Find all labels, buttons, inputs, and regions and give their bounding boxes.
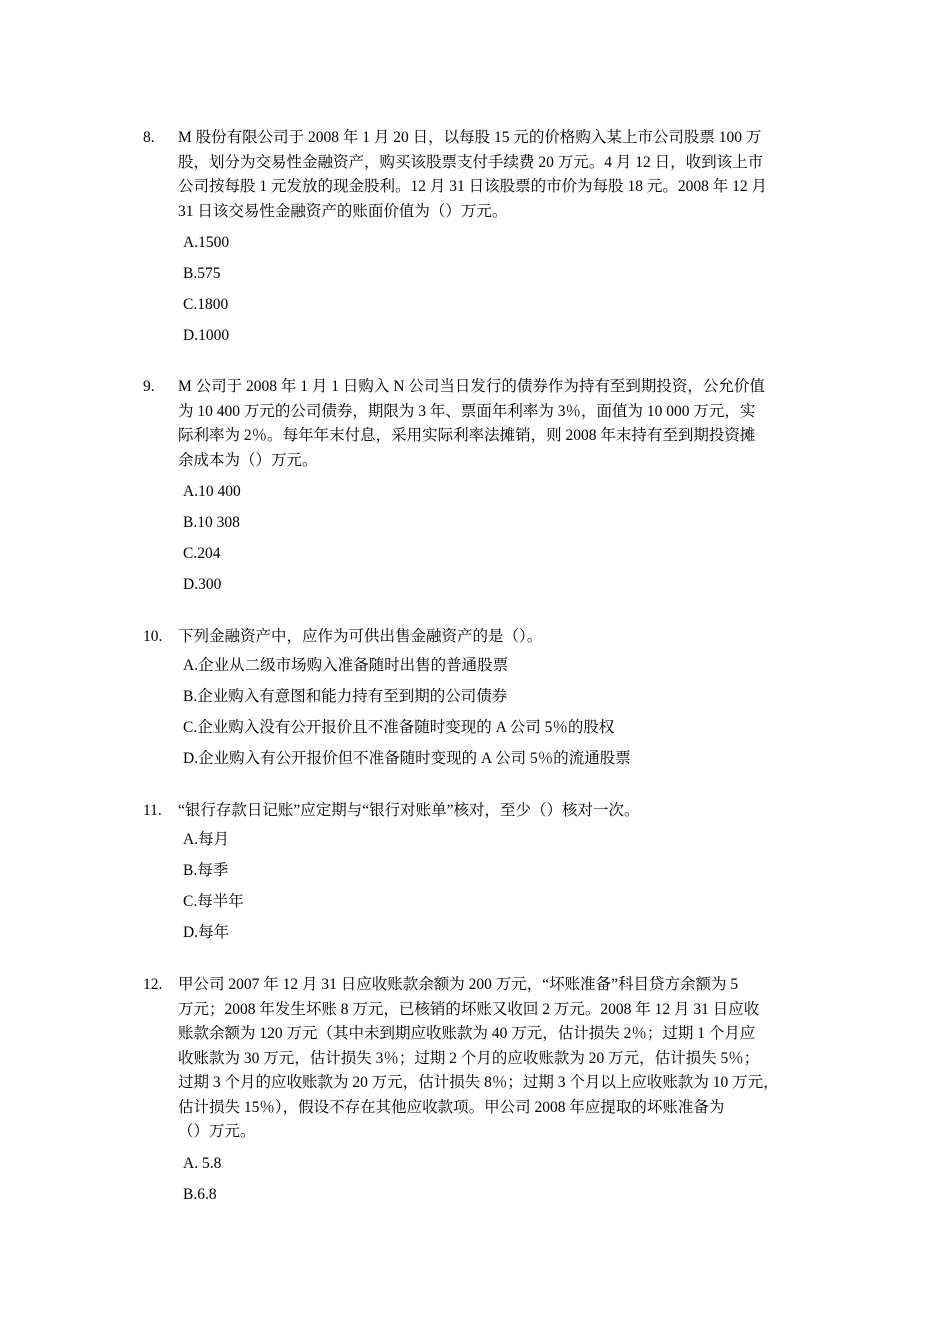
option-d: D.企业购入有公开报价但不准备随时变现的 A 公司 5％的流通股票 <box>183 750 631 767</box>
stem-line: 收账款为 30 万元，估计损失 3％；过期 2 个月的应收账款为 20 万元，估计损失 5％； <box>178 1049 760 1067</box>
stem-line: 估计损失 15％），假设不存在其他应收款项。甲公司 2008 年应提取的坏账准备为 <box>178 1098 725 1116</box>
question-number: 11. <box>143 802 162 819</box>
option-d: D.300 <box>183 576 222 593</box>
question-number: 8. <box>143 129 155 146</box>
stem-line: 际利率为 2％。每年年末付息，采用实际利率法摊销，则 2008 年末持有至到期投资摊 <box>178 427 756 444</box>
option-c: C.企业购入没有公开报价且不准备随时变现的 A 公司 5％的股权 <box>183 719 615 736</box>
option-c: C.每半年 <box>183 893 244 910</box>
question-stem <box>178 375 818 473</box>
option-c: C.204 <box>183 545 221 562</box>
option-a: A.每月 <box>183 831 230 848</box>
option-d: D.1000 <box>183 327 230 344</box>
stem-line: 股，划分为交易性金融资产，购买该股票支付手续费 20 万元。4 月 12 日，收到该上市 <box>178 153 764 171</box>
question-stem <box>178 625 818 650</box>
option-b: B.6.8 <box>183 1186 217 1203</box>
question-number: 10. <box>143 628 163 645</box>
option-a: A.1500 <box>183 234 230 251</box>
option-b: B.10 308 <box>183 514 240 531</box>
option-b: B.企业购入有意图和能力持有至到期的公司债券 <box>183 688 508 705</box>
stem-line: （）万元。 <box>178 1123 256 1140</box>
question-stem <box>178 799 818 824</box>
stem-line: 万元；2008 年发生坏账 8 万元，已核销的坏账又收回 2 万元。2008 年 12 月 31 日应收 <box>178 1000 760 1018</box>
stem-line: 31 日该交易性金融资产的账面价值为（）万元。 <box>178 202 508 220</box>
stem-line: 甲公司 2007 年 12 月 31 日应收账款余额为 200 万元，“坏账准备”科目贷方余额为 5 <box>178 976 739 993</box>
question-number: 12. <box>143 976 163 993</box>
stem-line: “银行存款日记账”应定期与“银行对账单”核对，至少（）核对一次。 <box>178 802 640 819</box>
stem-line: M 公司于 2008 年 1 月 1 日购入 N 公司当日发行的债券作为持有至到期投资，公允价值 <box>178 378 765 395</box>
option-b: B.每季 <box>183 862 229 879</box>
stem-line: 余成本为（）万元。 <box>178 451 318 469</box>
question-number: 9. <box>143 378 155 395</box>
option-a: A.10 400 <box>183 483 241 500</box>
stem-line: M 股份有限公司于 2008 年 1 月 20 日，以每股 15 元的价格购入某上市公司股票 100 万 <box>178 129 762 146</box>
stem-line: 过期 3 个月的应收账款为 20 万元，估计损失 8％；过期 3 个月以上应收账款为 10 万元， <box>178 1074 779 1091</box>
stem-line: 下列金融资产中，应作为可供出售金融资产的是（）。 <box>178 628 543 645</box>
stem-line: 账款余额为 120 万元（其中未到期应收账款为 40 万元，估计损失 2％；过期 1 个月应 <box>178 1025 756 1042</box>
option-a: A.企业从二级市场购入准备随时出售的普通股票 <box>183 657 509 674</box>
stem-line: 公司按每股 1 元发放的现金股利。12 月 31 日该股票的市价为每股 18 元。2008 年 12 月 <box>178 178 768 195</box>
option-a: A. 5.8 <box>183 1155 222 1172</box>
option-d: D.每年 <box>183 924 230 941</box>
question-stem <box>178 126 818 224</box>
question-stem <box>178 973 818 1145</box>
option-b: B.575 <box>183 265 221 282</box>
stem-line: 为 10 400 万元的公司债券，期限为 3 年、票面年利率为 3％，面值为 10 000 万元，实 <box>178 402 756 420</box>
option-c: C.1800 <box>183 296 229 313</box>
